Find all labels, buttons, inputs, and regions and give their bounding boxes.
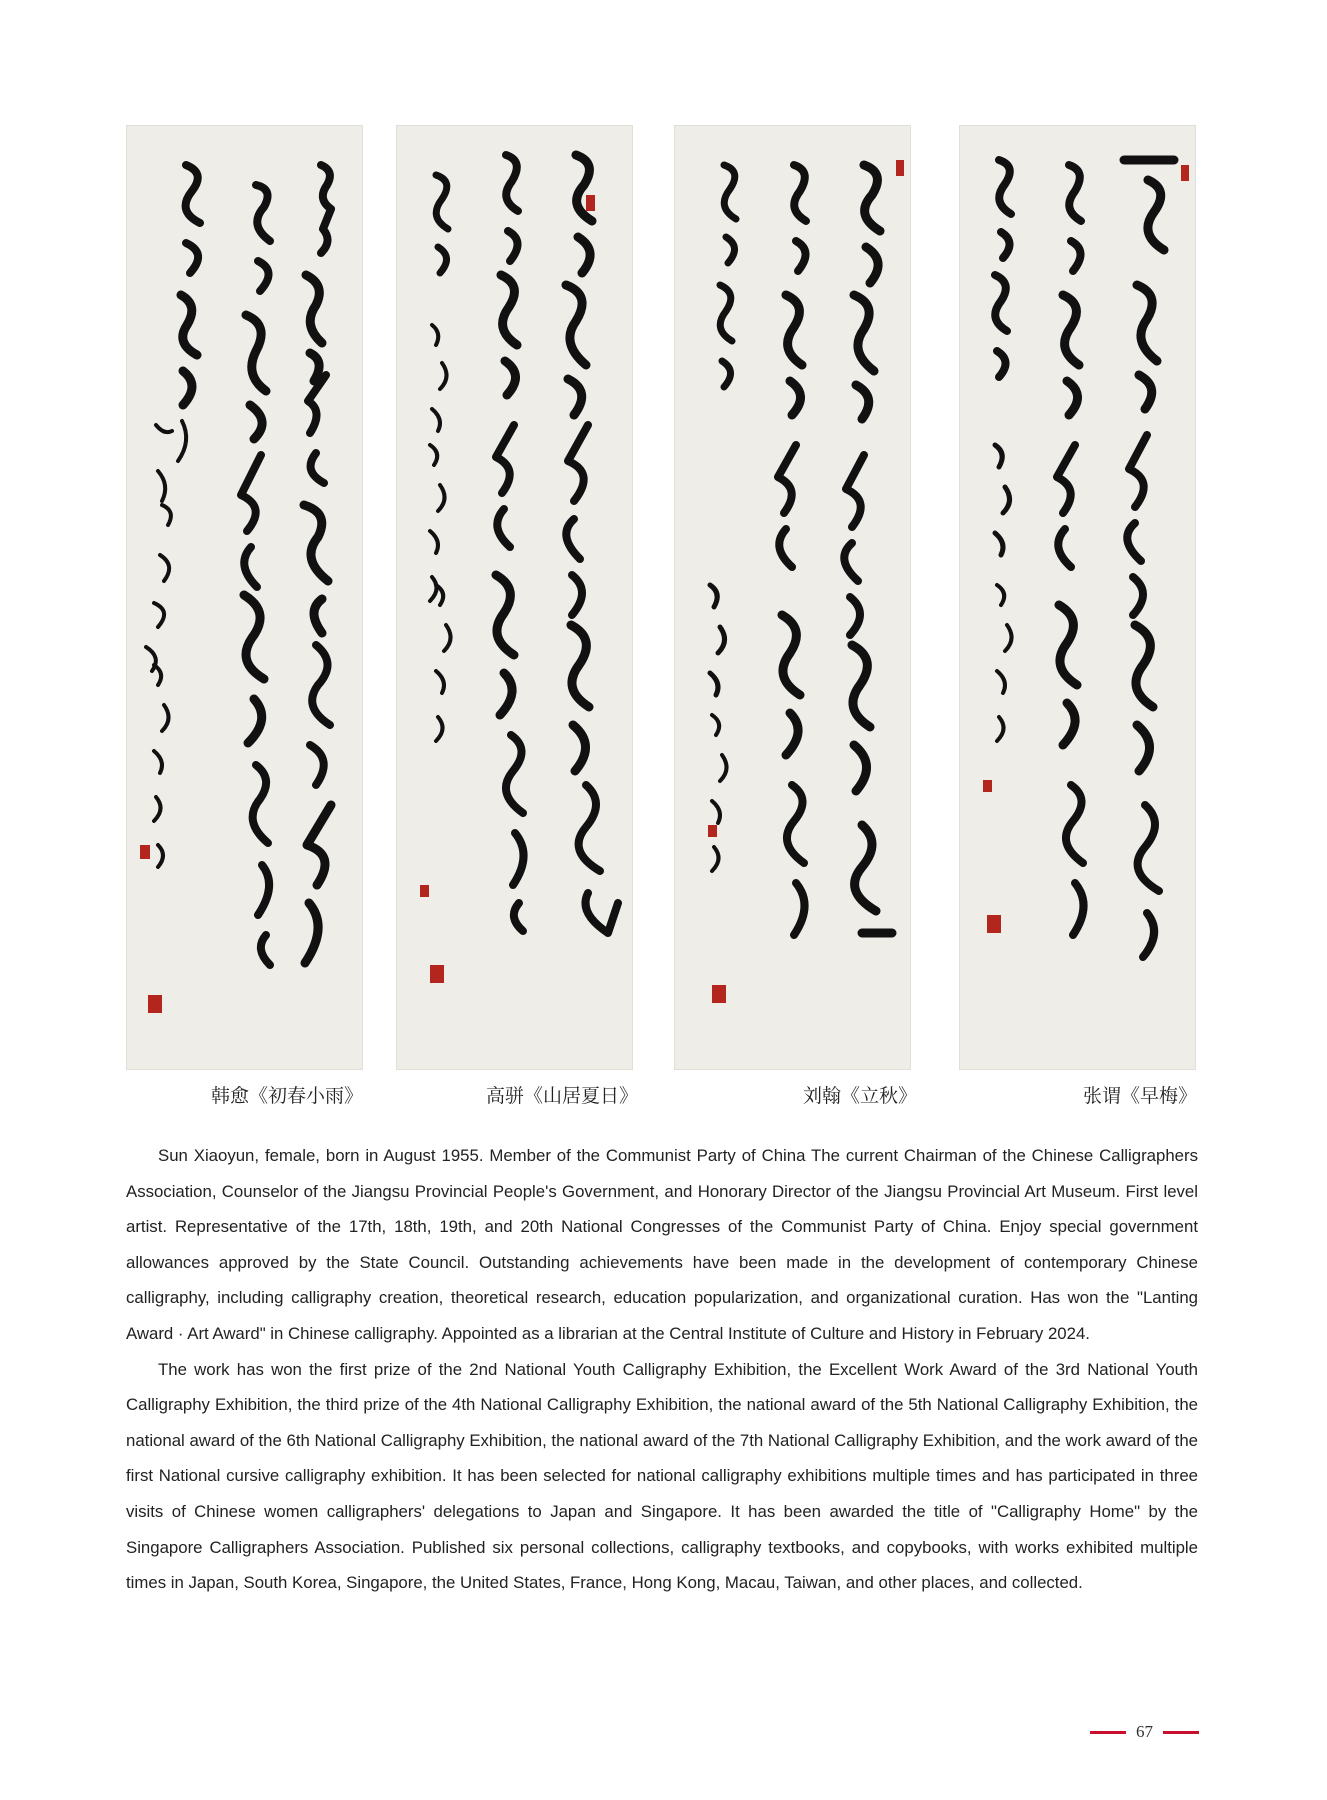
calligraphy-artwork-1 bbox=[126, 125, 363, 1070]
biography-text bbox=[126, 1138, 1198, 1601]
page-footer bbox=[1090, 1722, 1199, 1742]
calligraphy-artwork-4 bbox=[959, 125, 1196, 1070]
artwork-caption-1: 韩愈《初春小雨》 bbox=[211, 1085, 364, 1107]
artwork-caption-4: 张谓《早梅》 bbox=[1083, 1085, 1198, 1107]
calligraphy-scroll-3 bbox=[674, 125, 911, 1070]
footer-rule-left bbox=[1090, 1731, 1126, 1734]
artwork-caption-3: 刘翰《立秋》 bbox=[803, 1085, 918, 1107]
calligraphy-scroll-4 bbox=[959, 125, 1196, 1070]
footer-rule-right bbox=[1163, 1731, 1199, 1734]
page-number: 67 bbox=[1136, 1722, 1153, 1741]
biography-paragraph-2: The work has won the first prize of the 2nd National Youth Calligraphy Exhibition, the Excellent Work Award of the 3rd National Youth Calligraphy Exhibition, the third prize of the 4th National Calligraphy Exhibition, the national award of the 5th National Calligraphy Exhibition, the national award of the 6th National Calligraphy Exhibition, the national award of the 7th National Calligraphy Exhibition, and the work award of the first National cursive calligraphy exhibition. It has been selected for national calligraphy exhibitions multiple times and has participated in three visits of Chinese women calligraphers' delegations to Japan and Singapore. It has been awarded the title of "Calligraphy Home" by the Singapore Calligraphers Association. Published six personal collections, calligraphy textbooks, and copybooks, with works exhibited multiple times in Japan, South Korea, Singapore, the United States, France, Hong Kong, Macau, Taiwan, and other places, and collected. bbox=[126, 1359, 1198, 1593]
calligraphy-artwork-2 bbox=[396, 125, 633, 1070]
calligraphy-scroll-2 bbox=[396, 125, 633, 1070]
artwork-caption-2: 高骈《山居夏日》 bbox=[486, 1085, 639, 1107]
calligraphy-artwork-3 bbox=[674, 125, 911, 1070]
calligraphy-scroll-1 bbox=[126, 125, 363, 1070]
biography-paragraph-1: Sun Xiaoyun, female, born in August 1955. Member of the Communist Party of China The current Chairman of the Chinese Calligraphers Association, Counselor of the Jiangsu Provincial People's Government, and Honorary Director of the Jiangsu Provincial Art Museum. First level artist. Representative of the 17th, 18th, 19th, and 20th National Congresses of the Communist Party of China. Enjoy special government allowances approved by the State Council. Outstanding achievements have been made in the development of contemporary Chinese calligraphy, including calligraphy creation, theoretical research, education popularization, and organizational curation. Has won the "Lanting Award · Art Award" in Chinese calligraphy. Appointed as a librarian at the Central Institute of Culture and History in February 2024. bbox=[126, 1146, 1198, 1343]
